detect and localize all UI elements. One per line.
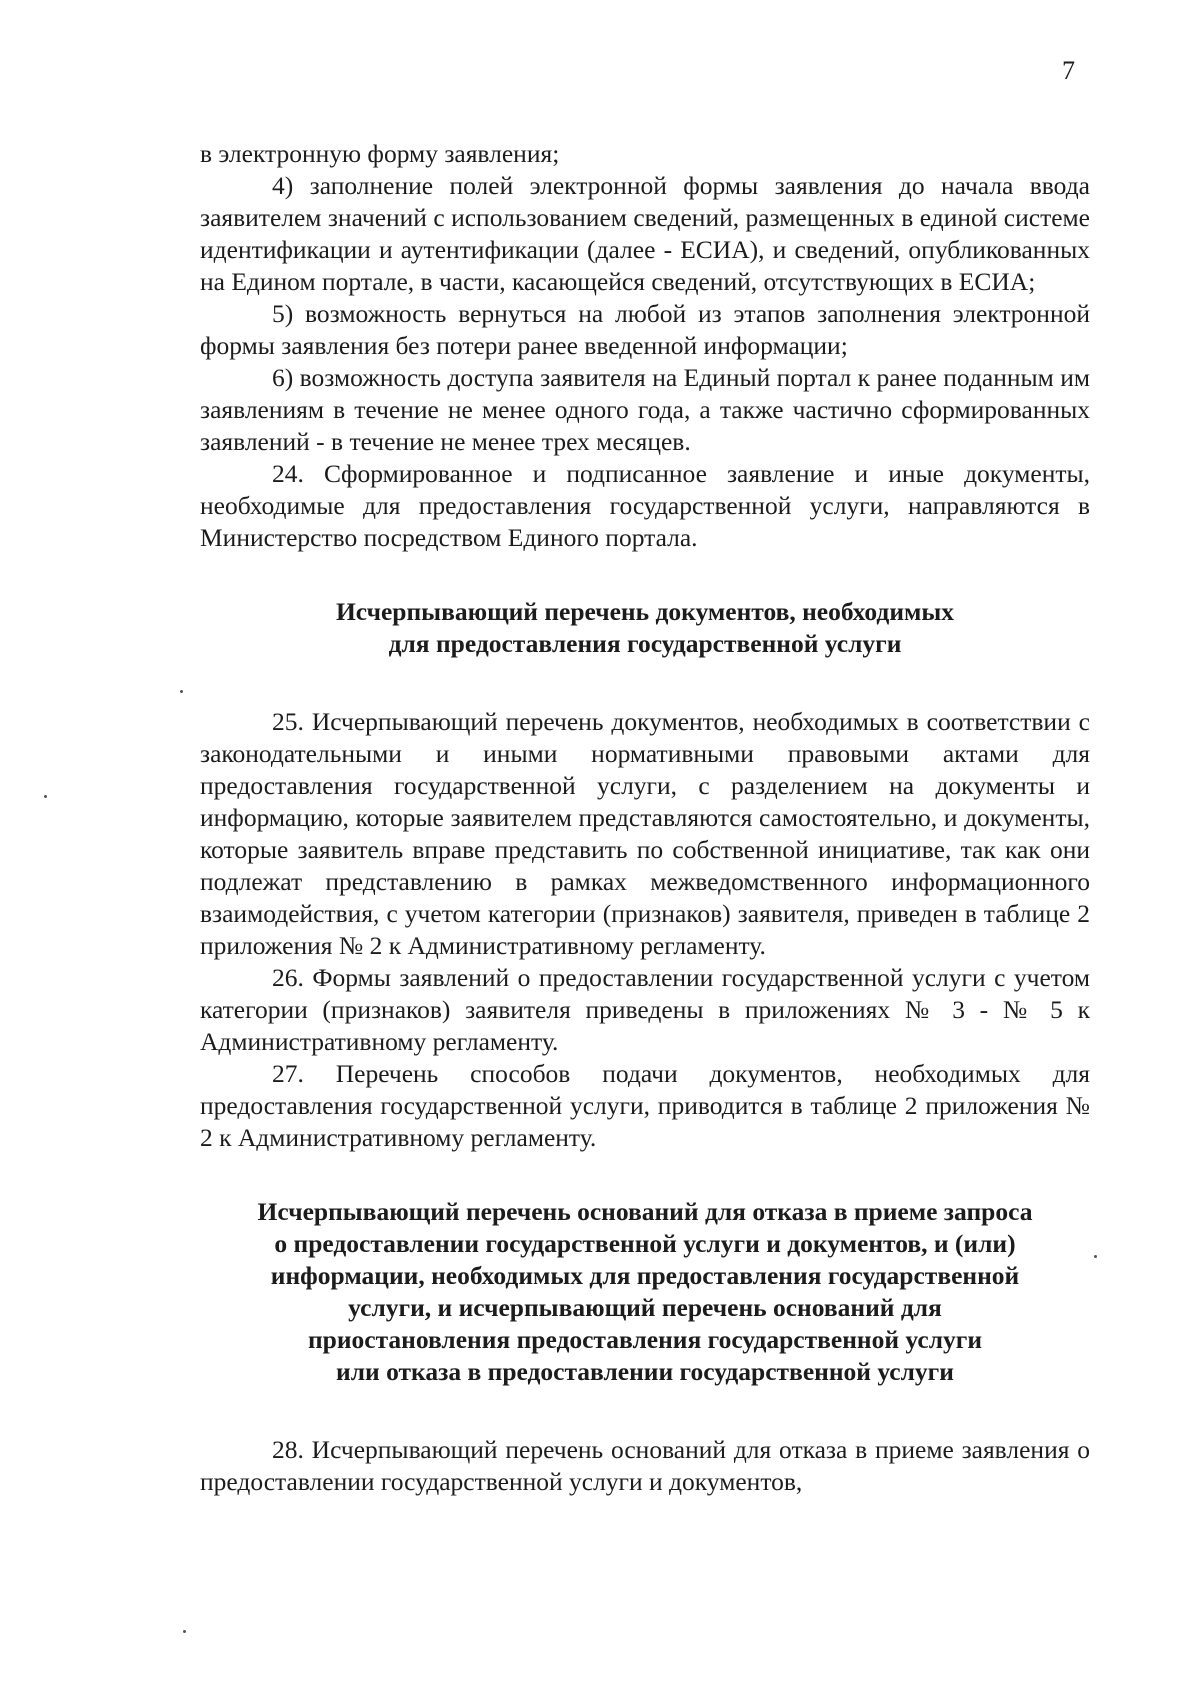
paragraph-item-4: 4) заполнение полей электронной формы заявления до начала ввода заявителем значений с использованием сведений, размещенных в единой системе идентификации и аутентификации (далее - ЕСИА), и сведений, опубликованных на Едином портале, в части, касающейся сведений, отсутствующих в ЕСИА; xyxy=(200,171,1090,296)
heading-line: приостановления предоставления государственной услуги xyxy=(307,1325,983,1354)
paragraph-26: 26. Формы заявлений о предоставлении государственной услуги с учетом категории (признаков) заявителя приведены в приложениях № 3 - № 5 к Административному регламенту. xyxy=(200,963,1090,1056)
heading-line: Исчерпывающий перечень оснований для отказа в приеме запроса xyxy=(257,1197,1033,1226)
section-heading-documents xyxy=(200,596,1090,660)
heading-line: о предоставлении государственной услуги и документов, и (или) xyxy=(274,1229,1016,1258)
paragraph-24: 24. Сформированное и подписанное заявление и иные документы, необходимые для предоставления государственной услуги, направляются в Министерство посредством Единого портала. xyxy=(200,459,1090,552)
scan-speck xyxy=(180,690,183,693)
document-body xyxy=(200,138,1090,1498)
paragraph-item-6: 6) возможность доступа заявителя на Единый портал к ранее поданным им заявлениям в течение не менее одного года, а также частично сформированных заявлений - в течение не менее трех месяцев. xyxy=(200,363,1090,456)
heading-line: Исчерпывающий перечень документов, необходимых xyxy=(335,597,955,626)
paragraph-25: 25. Исчерпывающий перечень документов, необходимых в соответствии с законодательными и иными нормативными правовыми актами для предоставления государственной услуги, с разделением на документы и информацию, которые заявителем представляются самостоятельно, и документы, которые заявитель вправе представить по собственной инициативе, так как они подлежат представлению в рамках межведомственного информационного взаимодействия, с учетом категории (признаков) заявителя, приведен в таблице 2 приложения № 2 к Административному регламенту. xyxy=(200,707,1090,960)
paragraph-28: 28. Исчерпывающий перечень оснований для отказа в приеме заявления о предоставлении государственной услуги и документов, xyxy=(200,1435,1090,1496)
heading-line: для предоставления государственной услуги xyxy=(388,629,902,658)
heading-line: услуги, и исчерпывающий перечень оснований для xyxy=(348,1293,942,1322)
scan-speck xyxy=(1094,1255,1097,1258)
heading-line: или отказа в предоставлении государственной услуги xyxy=(336,1357,954,1386)
scan-speck xyxy=(183,1630,186,1633)
scan-speck xyxy=(44,795,47,798)
paragraph-27: 27. Перечень способов подачи документов, необходимых для предоставления государственной услуги, приводится в таблице 2 приложения № 2 к Административному регламенту. xyxy=(200,1059,1090,1152)
heading-line: информации, необходимых для предоставления государственной xyxy=(270,1261,1020,1290)
section-heading-refusal-grounds xyxy=(200,1196,1090,1388)
page-number: 7 xyxy=(1062,56,1075,85)
paragraph-continuation: в электронную форму заявления; xyxy=(200,139,560,168)
section-body-refusal-grounds xyxy=(200,1434,1090,1498)
section-body-documents xyxy=(200,706,1090,1154)
paragraph-item-5: 5) возможность вернуться на любой из этапов заполнения электронной формы заявления без потери ранее введенной информации; xyxy=(200,299,1090,360)
